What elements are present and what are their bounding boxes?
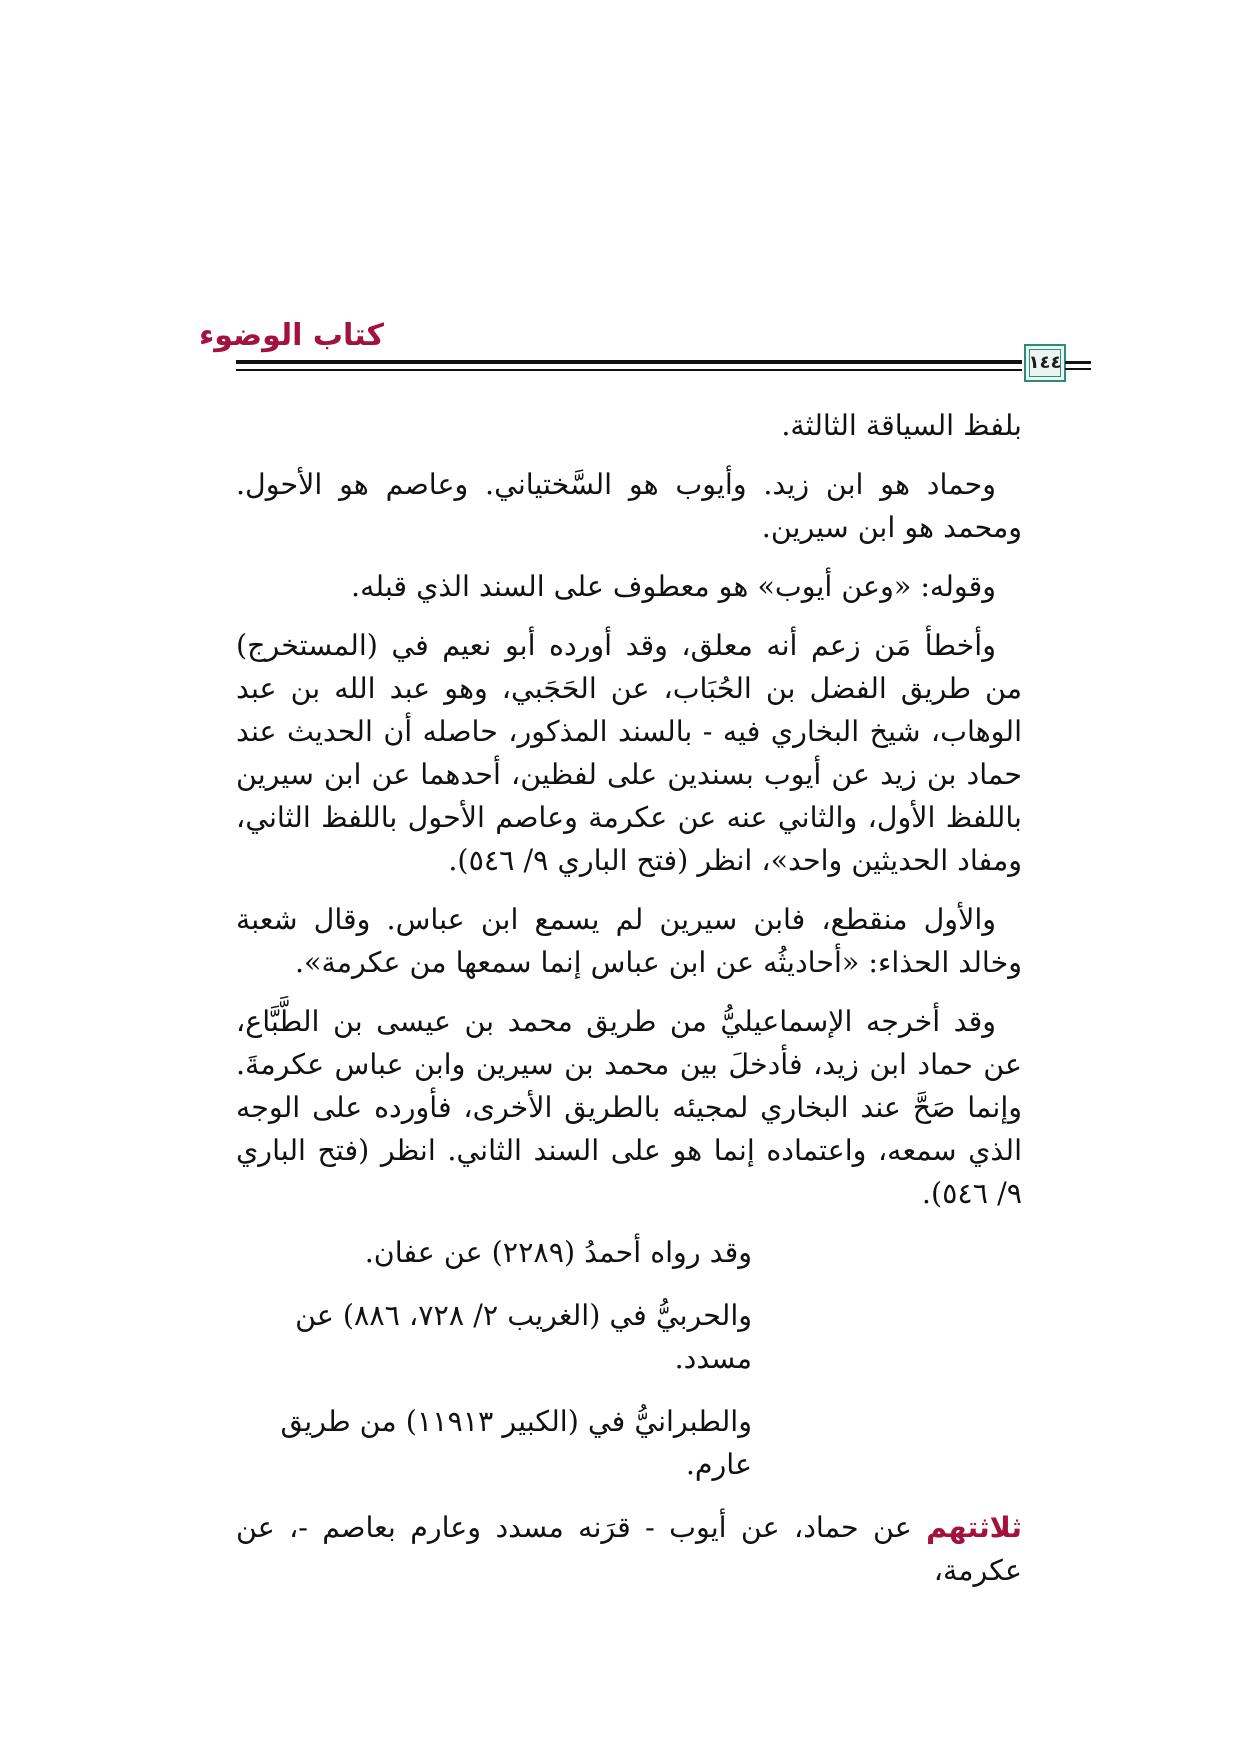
citation-line: والحربيُّ في (الغريب ٢/ ٧٢٨، ٨٨٦) عن مسدد. <box>295 1299 752 1375</box>
running-title: كتاب الوضوء <box>198 318 384 353</box>
paragraph: والأول منقطع، فابن سيرين لم يسمع ابن عباس. وقال شعبة وخالد الحذاء: «أحاديثُه عن ابن عباس إنما سمعها من عكرمة». <box>236 903 1022 979</box>
highlight-word: ثلاثتهم <box>926 1511 1022 1544</box>
paragraph: وحماد هو ابن زيد. وأيوب هو السَّختياني. وعاصم هو الأحول. ومحمد هو ابن سيرين. <box>236 468 1022 544</box>
paragraph-last <box>236 1506 1022 1592</box>
paragraph: وقوله: «وعن أيوب» هو معطوف على السند الذي قبله. <box>351 570 996 603</box>
page-number: ١٤٤ <box>1028 352 1062 373</box>
header-rule-end-thin <box>1065 368 1091 370</box>
paragraph: وأخطأ مَن زعم أنه معلق، وقد أورده أبو نعيم في (المستخرج) من طريق الفضل بن الحُبَاب، عن الحَجَبي، وهو عبد الله بن عبد الوهاب، شيخ البخاري فيه - بالسند المذكور، حاصله أن الحديث عند حماد بن زيد عن أيوب بسندين على لفظين، أحدهما عن ابن سيرين باللفظ الأول، والثاني عنه عن عكرمة وعاصم الأحول باللفظ الثاني، ومفاد الحديثين واحد»، انظر (فتح الباري ٩/ ٥٤٦). <box>236 629 1022 877</box>
header-rule-thin <box>236 369 1022 371</box>
body-text <box>236 404 1022 1608</box>
citation-line: والطبرانيُّ في (الكبير ١١٩١٣) من طريق عارم. <box>280 1405 752 1481</box>
header-rule-end <box>1065 361 1091 364</box>
paragraph-last-text: عن حماد، عن أيوب - قرَنه مسدد وعارم بعاصم -، عن عكرمة، <box>236 1511 1022 1587</box>
citation-line: وقد رواه أحمدُ (٢٢٨٩) عن عفان. <box>364 1236 752 1269</box>
paragraph: بلفظ السياقة الثالثة. <box>781 409 1022 442</box>
page-number-badge <box>1024 344 1066 382</box>
paragraph: وقد أخرجه الإسماعيليُّ من طريق محمد بن عيسى بن الطَّبَّاع، عن حماد ابن زيد، فأدخلَ بين محمد بن سيرين وابن عباس عكرمةَ. وإنما صَحَّ عند البخاري لمجيئه بالطريق الأخرى، فأورده على الوجه الذي سمعه، واعتماده إنما هو على السند الثاني. انظر (فتح الباري ٩/ ٥٤٦). <box>236 1005 1022 1210</box>
header-rule <box>236 360 1022 364</box>
